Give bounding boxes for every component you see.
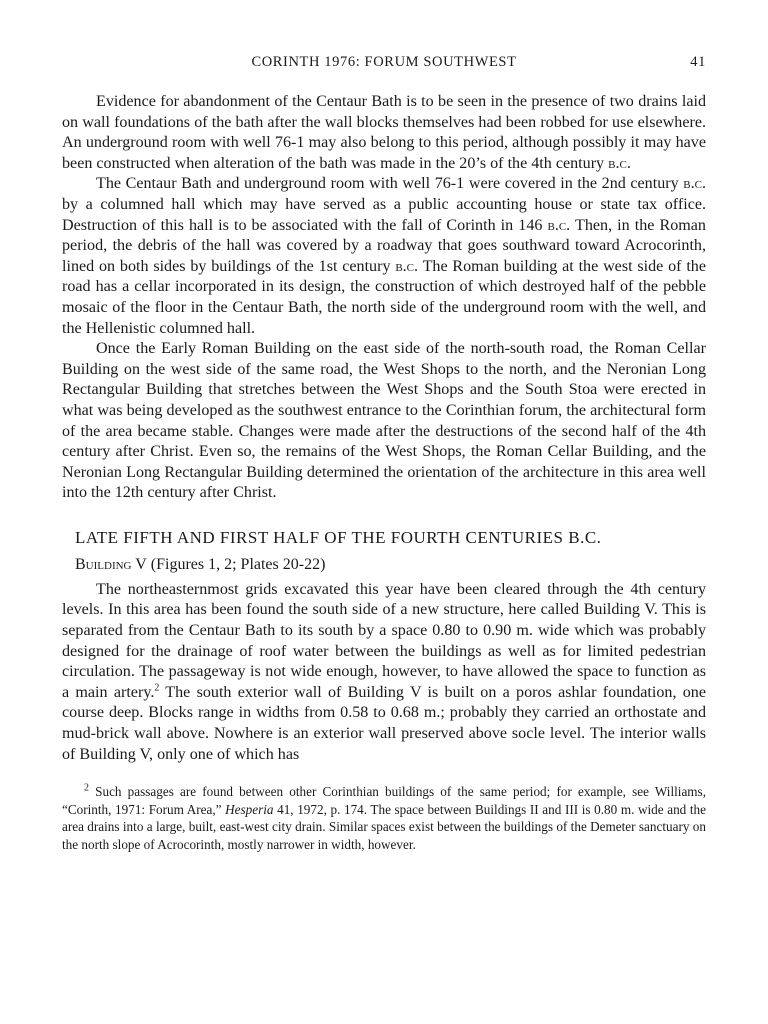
text-run: Once the Early Roman Building on the east side of the north-south road, the Roman Cellar Building on the west side of the same road, the West Shops to the north, and the Neronian Long Rectangular Building that stretches between the West Shops and the South Stoa were erected in what was being developed as the southwest entrance to the Corinthian forum, the architectural form of the area became stable. Changes were made after the destructions of the second half of the 4th century after Christ. Even so, the remains of the West Shops, the Roman Cellar Building, and the Neronian Long Rectangular Building determined the orientation of the architecture in this area well into the 12th century after Christ. — [62, 340, 706, 502]
paragraph-abandonment — [62, 92, 706, 174]
body-text — [62, 92, 706, 854]
text-run: 41, 1972, p. 174. The space between Buildings II and III is 0.80 m. wide and the area drains into a large, built, east-west city drain. Similar spaces exist between the buildings of the Demeter sanctuary on the north slope of Acrocorinth, mostly narrower in width, however. — [62, 801, 706, 852]
paragraph-roman-buildings — [62, 339, 706, 504]
footnote-ref: 2 — [154, 682, 160, 694]
footnote-text — [62, 783, 706, 853]
text-run: The northeasternmost grids excavated this year have been cleared through the 4th century levels. In this area has been found the south side of a new structure, here called Building V. This is separated from the Centaur Bath to its south by a space 0.80 to 0.90 m. wide which was probably designed for the drainage of roof water between the buildings as well as for limited pedestrian circulation. The passageway is not wide enough, however, to have allowed the space to function as a main artery. — [62, 580, 706, 701]
text-run: by a columned hall which may have served as a public accounting house or state tax office. Destruction of this hall is to be associated with the fall of Corinth in 146 — [62, 195, 706, 234]
running-title: CORINTH 1976: FORUM SOUTHWEST — [251, 54, 517, 70]
text-run: Such passages are found between other Corinthian buildings of the same period; for example, see Williams, “Corinth, 1971: Forum Area,” — [62, 784, 706, 817]
era-abbrev: b.c. — [395, 257, 419, 275]
journal-title: Hesperia — [225, 801, 274, 817]
subsection-heading — [62, 556, 706, 574]
text-run: The south exterior wall of Building V is built on a poros ashlar foundation, one course deep. Blocks range in widths from 0.58 to 0.68 m.; probably they carried an orthostate and mud-brick wall above. Nowhere is an exterior wall preserved above socle level. The interior walls of Building V, only one of which has — [62, 683, 706, 763]
section-heading: LATE FIFTH AND FIRST HALF OF THE FOURTH CENTURIES B.C. — [75, 527, 602, 547]
subsection-refs: (Figures 1, 2; Plates 20-22) — [150, 555, 326, 573]
era-abbrev: b.c. — [683, 175, 706, 193]
text-run: The Roman building at the west side of the road has a cellar incorporated in its design, the construction of which destroyed half of the pebble mosaic of the floor in the Centaur Bath, the north side of the underground room with the well, and the Hellenistic columned hall. — [62, 257, 706, 337]
paragraph-columned-hall — [62, 174, 706, 339]
paragraph-building-v — [62, 580, 706, 765]
text-run: Then, in the Roman period, the debris of the hall was covered by a roadway that goes southward toward Acrocorinth, lined on both sides by buildings of the 1st century — [62, 216, 706, 275]
text-run: Evidence for abandonment of the Centaur Bath is to be seen in the presence of two drains laid on wall foundations of the bath after the wall blocks themselves had been robbed for use elsewhere. An underground room with well 76-1 may also belong to this period, although possibly it may have been constructed when alteration of the bath was made in the 20’s of the 4th century — [62, 93, 706, 172]
era-abbrev: b.c. — [608, 154, 631, 172]
text-run: The Centaur Bath and underground room with well 76-1 were covered in the 2nd century — [96, 175, 684, 193]
page-number: 41 — [690, 54, 706, 70]
footnote-number: 2 — [84, 782, 89, 794]
subsection-name: Building V — [75, 555, 147, 573]
footnote — [62, 783, 706, 853]
era-abbrev: b.c. — [547, 216, 571, 234]
